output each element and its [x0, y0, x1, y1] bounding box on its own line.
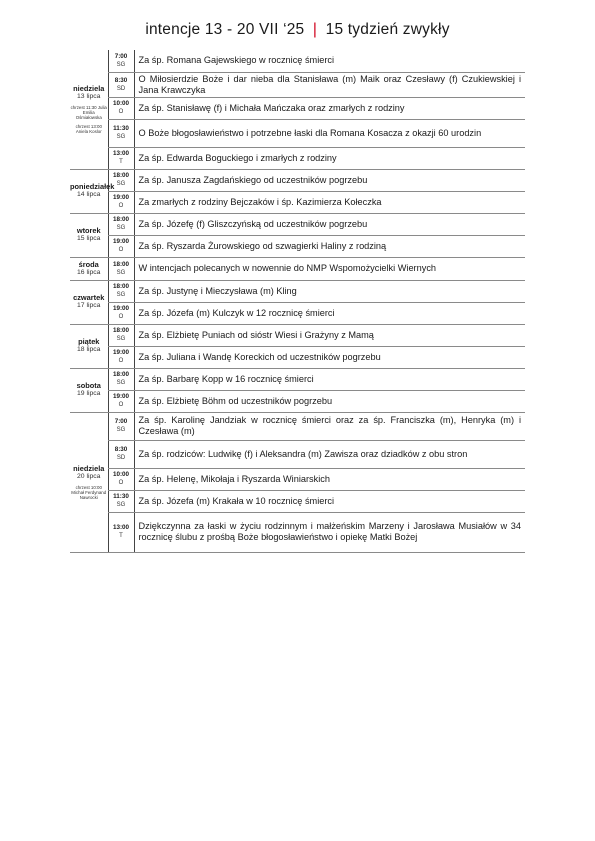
day-name: wtorek: [76, 226, 101, 235]
mass-place: O: [118, 247, 124, 253]
mass-place: SG: [116, 336, 126, 342]
mass-time: 11:30: [113, 493, 129, 500]
mass-place: SG: [116, 269, 126, 276]
intention-text: Za śp. Juliana i Wandę Koreckich od uczestników pogrzebu: [134, 346, 525, 368]
day-name: czwartek: [73, 293, 105, 302]
mass-place: SD: [116, 455, 126, 461]
intention-text: Za śp. Józefa (m) Krakała w 10 rocznicę śmierci: [134, 490, 525, 512]
table-row: [70, 147, 525, 169]
time-cell: [108, 72, 134, 97]
mass-time: 18:00: [112, 327, 130, 334]
intentions-table: [70, 50, 525, 553]
day-date: 14 lipca: [77, 191, 101, 198]
intention-text: Za śp. Józefę (f) Gliszczyńską od uczestników pogrzebu: [134, 213, 525, 235]
day-date: 16 lipca: [77, 268, 101, 276]
mass-time: 18:00: [112, 260, 130, 268]
time-cell: [108, 440, 134, 468]
time-cell: [108, 490, 134, 512]
mass-time: 19:00: [112, 194, 130, 201]
intention-text: W intencjach polecanych w nowennie do NMP Wspomożycielki Wiernych: [134, 257, 525, 280]
time-cell: [108, 412, 134, 440]
table-row: [70, 50, 525, 72]
day-cell: [70, 412, 108, 552]
mass-place: SG: [116, 61, 126, 68]
title-separator: |: [312, 21, 318, 38]
time-cell: [108, 119, 134, 147]
mass-time: 10:00: [112, 471, 130, 478]
time-cell: [108, 390, 134, 412]
mass-place: SD: [116, 85, 126, 92]
baptism-note: chrzest 13:00 Aniela Koslor: [75, 123, 102, 134]
day-date: 13 lipca: [77, 92, 101, 100]
day-name: niedziela: [73, 83, 105, 93]
mass-time: 19:00: [112, 349, 130, 356]
day-cell: [70, 169, 115, 213]
time-cell: [108, 302, 134, 324]
day-cell: [70, 368, 108, 412]
day-date: 18 lipca: [77, 346, 101, 353]
day-cell: [70, 324, 108, 368]
mass-time: 7:00: [114, 52, 128, 60]
day-cell: [70, 280, 108, 324]
intention-text: Za śp. Stanisławę (f) i Michała Mańczaka oraz zmarłych z rodziny: [134, 97, 525, 119]
table-row: [70, 412, 525, 440]
intention-text: Za zmarłych z rodziny Bejczaków i śp. Kazimierza Kołeczka: [134, 191, 525, 213]
table-row: [70, 280, 525, 302]
time-cell: [108, 257, 134, 280]
table-row: [70, 97, 525, 119]
table-row: [70, 512, 525, 552]
mass-time: 10:00: [112, 100, 130, 107]
table-row: [70, 368, 525, 390]
time-cell: [108, 324, 134, 346]
mass-place: O: [118, 314, 124, 320]
title-main: intencje 13 - 20 VII ‘25: [145, 21, 305, 38]
mass-time: 18:00: [112, 283, 130, 290]
mass-place: O: [118, 358, 124, 364]
mass-time: 8:30: [114, 76, 128, 84]
intention-text: Za śp. Elżbietę Puniach od sióstr Wiesi i Grażyny z Mamą: [134, 324, 525, 346]
mass-place: SG: [116, 181, 126, 187]
mass-place: O: [118, 203, 124, 209]
intention-text: Za śp. Romana Gajewskiego w rocznicę śmierci: [134, 50, 525, 72]
table-row: [70, 390, 525, 412]
table-row: [70, 72, 525, 97]
mass-place: O: [118, 109, 124, 115]
page-title: [0, 21, 595, 39]
table-row: [70, 191, 525, 213]
mass-time: 19:00: [112, 238, 130, 245]
day-cell: [70, 257, 108, 280]
intention-text: Za śp. Karolinę Jandziak w rocznicę śmierci oraz za śp. Franciszka (m), Henryka (m) i Czesława (m): [134, 412, 525, 440]
time-cell: [108, 147, 134, 169]
intention-text: Za śp. Edwarda Boguckiego i zmarłych z rodziny: [134, 147, 525, 169]
title-week: 15 tydzień zwykły: [325, 21, 450, 38]
day-name: poniedziałek: [70, 182, 115, 191]
intention-text: Dziękczynna za łaski w życiu rodzinnym i małżeńskim Marzeny i Jarosława Musiałów w 34 rocznicę ślubu z prośbą Boże błogosławieństwo i opiekę Matki Bożej: [134, 512, 525, 552]
mass-time: 19:00: [112, 393, 130, 400]
day-name: środa: [78, 259, 99, 269]
day-name: piątek: [78, 337, 100, 346]
table-row: [70, 490, 525, 512]
intention-text: Za śp. Barbarę Kopp w 16 rocznicę śmierci: [134, 368, 525, 390]
mass-place: T: [119, 159, 123, 165]
intention-text: Za śp. rodziców: Ludwikę (f) i Aleksandra (m) Zawisza oraz dziadków z obu stron: [134, 440, 525, 468]
day-name: niedziela: [73, 463, 105, 473]
day-date: 17 lipca: [77, 302, 101, 309]
time-cell: [108, 97, 134, 119]
mass-time: 8:30: [114, 446, 128, 453]
time-cell: [108, 235, 134, 257]
intention-text: Za śp. Janusza Zagdańskiego od uczestników pogrzebu: [134, 169, 525, 191]
mass-place: O: [118, 480, 124, 486]
mass-time: 11:30: [113, 125, 129, 132]
baptism-note: chrzest 10:00 Michał Ferdynand Nawrocki: [71, 484, 107, 500]
time-cell: [108, 346, 134, 368]
time-cell: [108, 191, 134, 213]
table-row: [70, 257, 525, 280]
table-row: [70, 468, 525, 490]
day-date: 15 lipca: [77, 235, 101, 242]
intention-text: Za śp. Józefa (m) Kulczyk w 12 rocznicę śmierci: [134, 302, 525, 324]
mass-place: SG: [116, 380, 126, 386]
mass-time: 18:00: [112, 371, 130, 378]
intention-text: O Boże błogosławieństwo i potrzebne łaski dla Romana Kosacza z okazji 60 urodzin: [134, 119, 525, 147]
table-row: [70, 302, 525, 324]
mass-place: SG: [116, 292, 126, 298]
table-row: [70, 346, 525, 368]
mass-time: 18:00: [112, 216, 130, 223]
mass-place: SG: [116, 427, 126, 433]
day-cell: [70, 213, 108, 257]
time-cell: [108, 512, 134, 552]
mass-time: 18:00: [112, 172, 130, 179]
mass-place: SG: [116, 134, 126, 140]
baptism-note: chrzest 11:30 Julia Emilia Ośmiałowska: [70, 104, 107, 120]
mass-time: 19:00: [112, 305, 130, 312]
table-row: [70, 235, 525, 257]
mass-place: O: [118, 402, 124, 408]
intention-text: Za śp. Ryszarda Żurowskiego od szwagierki Haliny z rodziną: [134, 235, 525, 257]
intention-text: Za śp. Helenę, Mikołaja i Ryszarda Winiarskich: [134, 468, 525, 490]
day-date: 19 lipca: [77, 390, 101, 397]
mass-place: T: [119, 533, 123, 539]
time-cell: [108, 368, 134, 390]
mass-time: 7:00: [114, 418, 128, 425]
table-row: [70, 440, 525, 468]
time-cell: [108, 468, 134, 490]
intention-text: O Miłosierdzie Boże i dar nieba dla Stanisława (m) Maik oraz Czesławy (f) Czukiewskiej i Jana Krawczyka: [134, 72, 525, 97]
intention-text: Za śp. Justynę i Mieczysława (m) Kling: [134, 280, 525, 302]
day-date: 20 lipca: [77, 472, 101, 480]
day-cell: [70, 50, 108, 169]
table-row: [70, 169, 525, 191]
time-cell: [108, 280, 134, 302]
mass-place: SG: [116, 225, 126, 231]
time-cell: [108, 50, 134, 72]
mass-time: 13:00: [112, 150, 130, 157]
day-name: sobota: [76, 381, 101, 390]
time-cell: [108, 213, 134, 235]
table-row: [70, 324, 525, 346]
mass-time: 13:00: [112, 524, 130, 531]
table-row: [70, 213, 525, 235]
table-row: [70, 119, 525, 147]
intention-text: Za śp. Elżbietę Böhm od uczestników pogrzebu: [134, 390, 525, 412]
mass-place: SG: [116, 502, 126, 508]
